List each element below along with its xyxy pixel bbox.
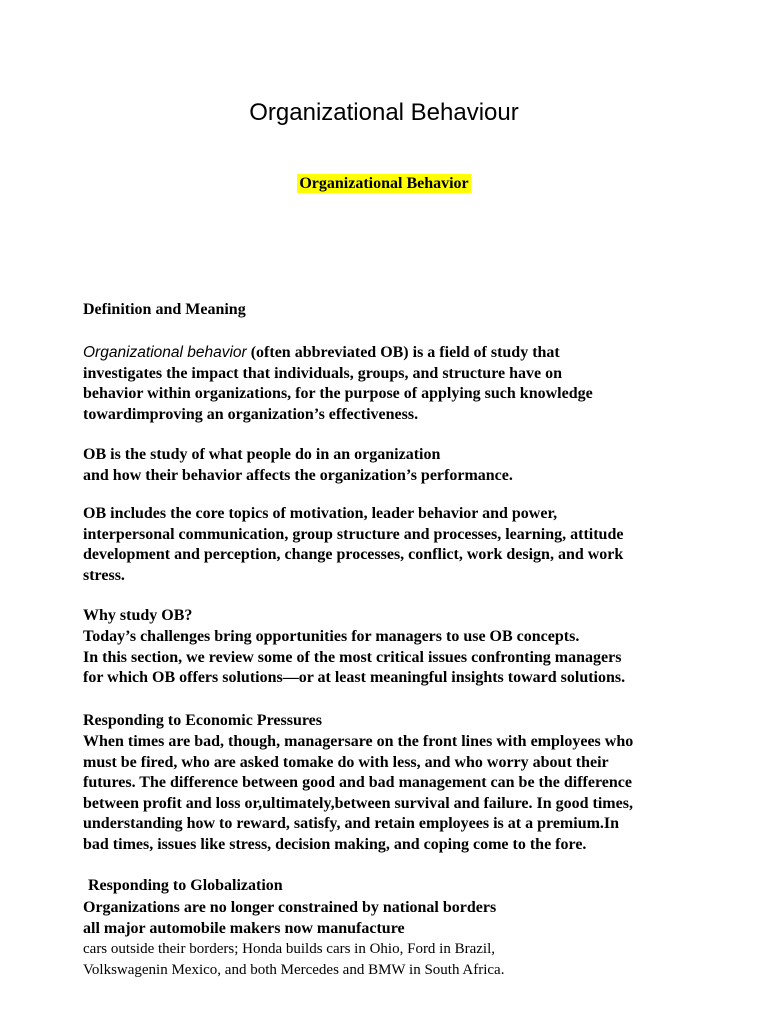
globalization-plain-paragraph — [83, 939, 504, 981]
economic-line-2: must be fired, who are asked tomake do with less, and who worry about their — [83, 753, 609, 771]
italic-term: Organizational behavior — [83, 344, 247, 361]
globalization-plain-line-2: Volkswagenin Mexico, and both Mercedes and BMW in South Africa. — [83, 962, 505, 978]
definition-paragraph — [83, 343, 683, 425]
ob-topics-line-1: OB includes the core topics of motivation, leader behavior and power, — [83, 505, 558, 522]
ob-topics-line-2: interpersonal communication, group structure and processes, learning, attitude — [83, 525, 624, 543]
ob-topics-paragraph — [83, 504, 683, 586]
economic-line-5: understanding how to reward, satisfy, and retain employees is at a premium.In — [83, 815, 620, 832]
why-line-3: for which OB offers solutions—or at least meaningful insights toward solutions. — [83, 669, 626, 686]
why-study-paragraph — [83, 627, 683, 689]
economic-line-4: between profit and loss or,ultimately,between survival and failure. In good times, — [83, 794, 633, 812]
economic-line-3: futures. The difference between good and bad management can be the difference — [83, 774, 632, 791]
globalization-bold-line-2: all major automobile makers now manufacture — [83, 919, 405, 937]
economic-line-1: When times are bad, though, managersare on the front lines with employees who — [83, 733, 634, 750]
why-line-1: Today’s challenges bring opportunities for managers to use OB concepts. — [83, 628, 580, 645]
definition-line-3: behavior within organizations, for the purpose of applying such knowledge — [83, 385, 593, 402]
why-line-2: In this section, we review some of the most critical issues confronting managers — [83, 648, 622, 666]
heading-economic: Responding to Economic Pressures — [83, 712, 322, 729]
definition-line-2: investigates the impact that individuals, groups, and structure have on — [83, 364, 563, 382]
ob-topics-line-3: development and perception, change processes, conflict, work design, and work — [83, 546, 624, 563]
heading-why-study: Why study OB? — [83, 607, 193, 624]
heading-definition: Definition and Meaning — [83, 301, 246, 318]
definition-line-1 — [83, 343, 683, 364]
globalization-bold-line-1: Organizations are no longer constrained by national borders — [83, 899, 497, 916]
document-title: Organizational Behaviour — [249, 99, 519, 126]
ob-study-line-1: OB is the study of what people do in an organization — [83, 446, 441, 463]
ob-study-line-2: and how their behavior affects the organization’s performance. — [83, 466, 513, 484]
economic-paragraph — [83, 732, 683, 855]
highlighted-subtitle: Organizational Behavior — [299, 175, 469, 192]
globalization-plain-line-1: cars outside their borders; Honda builds cars in Ohio, Ford in Brazil, — [83, 941, 496, 957]
globalization-bold-paragraph — [83, 898, 683, 939]
ob-topics-line-4: stress. — [83, 566, 125, 584]
definition-line-1-rest: (often abbreviated OB) is a field of study that — [246, 344, 560, 361]
economic-line-6: bad times, issues like stress, decision making, and coping come to the fore. — [83, 835, 587, 853]
subtitle-wrap — [0, 175, 768, 193]
heading-globalization: Responding to Globalization — [88, 877, 283, 894]
ob-study-paragraph — [83, 445, 683, 486]
definition-line-4: towardimproving an organization’s effectiveness. — [83, 405, 419, 423]
